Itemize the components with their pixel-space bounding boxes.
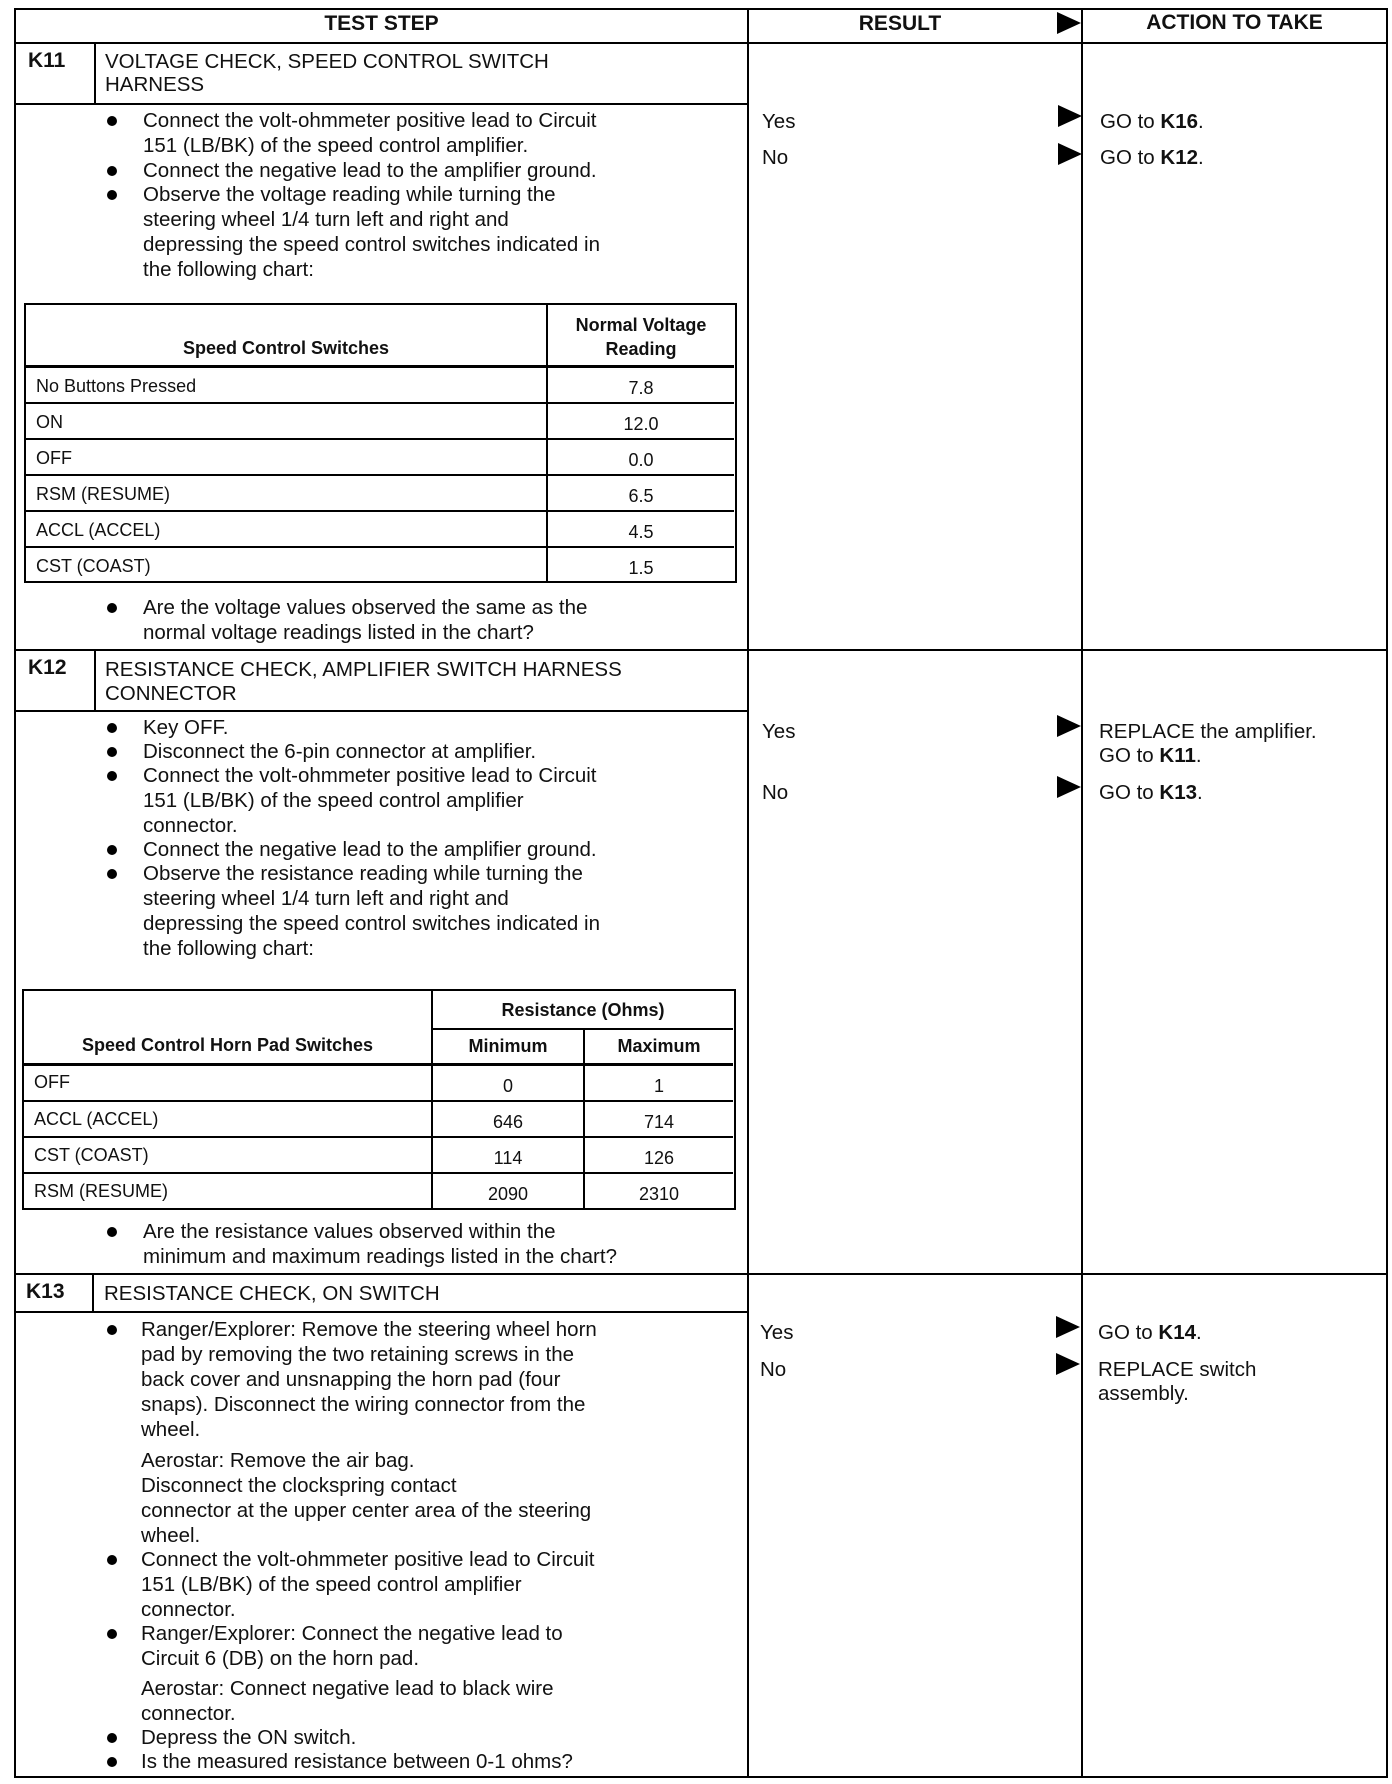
k11-step-text: the following chart: bbox=[143, 258, 314, 281]
bullet-icon bbox=[107, 771, 117, 781]
k12-step-text: the following chart: bbox=[143, 937, 314, 960]
k13-step-text: Circuit 6 (DB) on the horn pad. bbox=[141, 1647, 420, 1670]
table-row-value: 7.8 bbox=[628, 378, 654, 398]
k12-id: K12 bbox=[28, 656, 67, 679]
k12-step-text: connector. bbox=[143, 814, 238, 837]
k11-action-yes: GO to K16. bbox=[1100, 110, 1204, 133]
k12-step-text: depressing the speed control switches indicated in bbox=[143, 912, 600, 935]
table-row-value: 4.5 bbox=[628, 522, 654, 542]
k11-question: Are the voltage values observed the same as the bbox=[143, 596, 588, 619]
table-row-max: 2310 bbox=[638, 1184, 680, 1204]
arrow-icon bbox=[1058, 105, 1082, 127]
k12-title-bottom bbox=[14, 710, 748, 712]
table-row-min: 646 bbox=[492, 1112, 524, 1132]
k12-chart-col1-header: Speed Control Horn Pad Switches bbox=[81, 1035, 374, 1055]
k12-result-no: No bbox=[762, 781, 789, 804]
header-result: RESULT bbox=[858, 12, 942, 35]
k11-action-no: GO to K12. bbox=[1100, 146, 1204, 169]
k11-step-text: steering wheel 1/4 turn left and right and bbox=[143, 208, 509, 231]
k12-step-text: 151 (LB/BK) of the speed control amplifier bbox=[143, 789, 524, 812]
bullet-icon bbox=[107, 190, 117, 200]
k11-step-text: 151 (LB/BK) of the speed control amplifier. bbox=[143, 134, 529, 157]
k13-result-no: No bbox=[760, 1358, 787, 1381]
k13-title-bottom bbox=[14, 1311, 748, 1313]
table-row-value: 0.0 bbox=[628, 450, 654, 470]
bullet-icon bbox=[107, 723, 117, 733]
k12-bottom bbox=[14, 1273, 1388, 1275]
k13-step-text: Depress the ON switch. bbox=[141, 1726, 357, 1749]
k11-id-divider bbox=[94, 43, 96, 104]
table-row-label: ACCL (ACCEL) bbox=[34, 1109, 159, 1129]
table-row-max: 714 bbox=[643, 1112, 675, 1132]
k13-id: K13 bbox=[26, 1280, 65, 1303]
k13-step-text: Connect the volt-ohmmeter positive lead to Circuit bbox=[141, 1548, 595, 1571]
k13-action-yes: GO to K14. bbox=[1098, 1321, 1202, 1344]
header-arrow-icon bbox=[1057, 12, 1081, 34]
k13-step-text: Ranger/Explorer: Connect the negative lead to bbox=[141, 1622, 563, 1645]
k13-step-text: Is the measured resistance between 0-1 ohms? bbox=[141, 1750, 573, 1773]
k13-step-text: back cover and unsnapping the horn pad (four bbox=[141, 1368, 561, 1391]
k11-step-text: depressing the speed control switches indicated in bbox=[143, 233, 600, 256]
bullet-icon bbox=[107, 1757, 117, 1767]
table-row-label: ON bbox=[36, 412, 63, 432]
header-action: ACTION TO TAKE bbox=[1146, 11, 1323, 34]
header-bottom bbox=[14, 42, 1388, 44]
arrow-icon bbox=[1057, 715, 1081, 737]
table-row-label: CST (COAST) bbox=[36, 556, 151, 576]
col-divider-2 bbox=[1081, 8, 1083, 1778]
table-row-label: OFF bbox=[36, 448, 72, 468]
k12-chart-min-header: Minimum bbox=[468, 1036, 548, 1056]
k12-action-no: GO to K13. bbox=[1099, 781, 1203, 804]
k13-action-no: assembly. bbox=[1098, 1382, 1189, 1405]
k11-chart-col2-header: Reading bbox=[605, 339, 677, 359]
table-row-label: ACCL (ACCEL) bbox=[36, 520, 161, 540]
k13-step-text: Ranger/Explorer: Remove the steering wheel horn bbox=[141, 1318, 597, 1341]
k11-question: normal voltage readings listed in the chart? bbox=[143, 621, 534, 644]
bullet-icon bbox=[107, 603, 117, 613]
k12-title-line-1: RESISTANCE CHECK, AMPLIFIER SWITCH HARNESS bbox=[105, 658, 622, 681]
k12-question: Are the resistance values observed within the bbox=[143, 1220, 556, 1243]
table-row-max: 1 bbox=[653, 1076, 664, 1096]
table-row-max: 126 bbox=[643, 1148, 675, 1168]
k12-step-text: Disconnect the 6-pin connector at amplifier. bbox=[143, 740, 537, 763]
k13-aerostar-text: Aerostar: Connect negative lead to black wire bbox=[141, 1677, 554, 1700]
k11-title-bottom bbox=[14, 103, 748, 105]
k13-action-no: REPLACE switch bbox=[1098, 1358, 1257, 1381]
k13-result-yes: Yes bbox=[760, 1321, 794, 1344]
k12-chart-max-header: Maximum bbox=[617, 1036, 701, 1056]
k12-title-line-2: CONNECTOR bbox=[105, 682, 237, 705]
bullet-icon bbox=[107, 1227, 117, 1237]
k11-chart-col2-header: Normal Voltage bbox=[575, 315, 707, 335]
k11-step-text: Observe the voltage reading while turning the bbox=[143, 183, 556, 206]
bullet-icon bbox=[107, 116, 117, 126]
table-row-label: RSM (RESUME) bbox=[34, 1181, 168, 1201]
k13-step-text: snaps). Disconnect the wiring connector from the bbox=[141, 1393, 586, 1416]
k12-resistance-chart bbox=[22, 989, 736, 1210]
table-row-min: 2090 bbox=[487, 1184, 529, 1204]
k11-title-line-1: VOLTAGE CHECK, SPEED CONTROL SWITCH bbox=[105, 50, 549, 73]
frame-right bbox=[1386, 8, 1388, 1778]
k13-step-text: wheel. bbox=[141, 1418, 201, 1441]
col-divider-1 bbox=[747, 8, 749, 1778]
table-row-label: OFF bbox=[34, 1072, 70, 1092]
k13-aerostar-text: wheel. bbox=[141, 1524, 201, 1547]
k12-action-yes: REPLACE the amplifier. bbox=[1099, 720, 1317, 743]
k11-title-line-2: HARNESS bbox=[105, 73, 205, 96]
table-row-label: RSM (RESUME) bbox=[36, 484, 170, 504]
bullet-icon bbox=[107, 1325, 117, 1335]
frame-left bbox=[14, 8, 16, 1778]
k12-chart-group-header: Resistance (Ohms) bbox=[501, 1000, 665, 1020]
k12-action-yes-goto: GO to K11. bbox=[1099, 744, 1202, 767]
k12-question: minimum and maximum readings listed in the chart? bbox=[143, 1245, 617, 1268]
k13-step-text: pad by removing the two retaining screws in the bbox=[141, 1343, 575, 1366]
k12-step-text: Connect the negative lead to the amplifier ground. bbox=[143, 838, 597, 861]
table-row-label: No Buttons Pressed bbox=[36, 376, 197, 396]
k12-step-text: Observe the resistance reading while turning the bbox=[143, 862, 583, 885]
k13-step-text: 151 (LB/BK) of the speed control amplifier bbox=[141, 1573, 522, 1596]
bullet-icon bbox=[107, 1629, 117, 1639]
k11-step-text: Connect the negative lead to the amplifier ground. bbox=[143, 159, 597, 182]
table-row-min: 0 bbox=[502, 1076, 513, 1096]
k13-aerostar-text: Aerostar: Remove the air bag. bbox=[141, 1449, 415, 1472]
k12-step-text: steering wheel 1/4 turn left and right and bbox=[143, 887, 509, 910]
bullet-icon bbox=[107, 1555, 117, 1565]
k13-aerostar-text: connector at the upper center area of the steering bbox=[141, 1499, 592, 1522]
k12-step-text: Connect the volt-ohmmeter positive lead to Circuit bbox=[143, 764, 597, 787]
k12-step-text: Key OFF. bbox=[143, 716, 229, 739]
k11-result-no: No bbox=[762, 146, 789, 169]
k13-title-line-1: RESISTANCE CHECK, ON SWITCH bbox=[104, 1282, 440, 1305]
arrow-icon bbox=[1057, 776, 1081, 798]
arrow-icon bbox=[1056, 1353, 1080, 1375]
table-row-label: CST (COAST) bbox=[34, 1145, 149, 1165]
k13-aerostar-text: connector. bbox=[141, 1702, 236, 1725]
k11-id: K11 bbox=[28, 49, 66, 72]
k11-voltage-chart bbox=[24, 303, 737, 583]
bullet-icon bbox=[107, 1733, 117, 1743]
frame-bottom bbox=[14, 1776, 1388, 1778]
bullet-icon bbox=[107, 747, 117, 757]
k11-result-yes: Yes bbox=[762, 110, 796, 133]
header-test-step: TEST STEP bbox=[324, 12, 439, 35]
bullet-icon bbox=[107, 845, 117, 855]
k12-result-yes: Yes bbox=[762, 720, 796, 743]
table-row-value: 1.5 bbox=[628, 558, 654, 578]
bullet-icon bbox=[107, 869, 117, 879]
table-row-value: 12.0 bbox=[623, 414, 659, 434]
k11-step-text: Connect the volt-ohmmeter positive lead to Circuit bbox=[143, 109, 597, 132]
table-row-min: 114 bbox=[493, 1148, 523, 1168]
arrow-icon bbox=[1056, 1316, 1080, 1338]
arrow-icon bbox=[1058, 143, 1082, 165]
k13-step-text: connector. bbox=[141, 1598, 236, 1621]
k11-chart-col1-header: Speed Control Switches bbox=[182, 338, 390, 358]
table-row-value: 6.5 bbox=[628, 486, 654, 506]
k12-id-divider bbox=[94, 650, 96, 711]
k11-bottom bbox=[14, 649, 1388, 651]
k13-aerostar-text: Disconnect the clockspring contact bbox=[141, 1474, 457, 1497]
bullet-icon bbox=[107, 166, 117, 176]
k13-id-divider bbox=[92, 1274, 94, 1312]
